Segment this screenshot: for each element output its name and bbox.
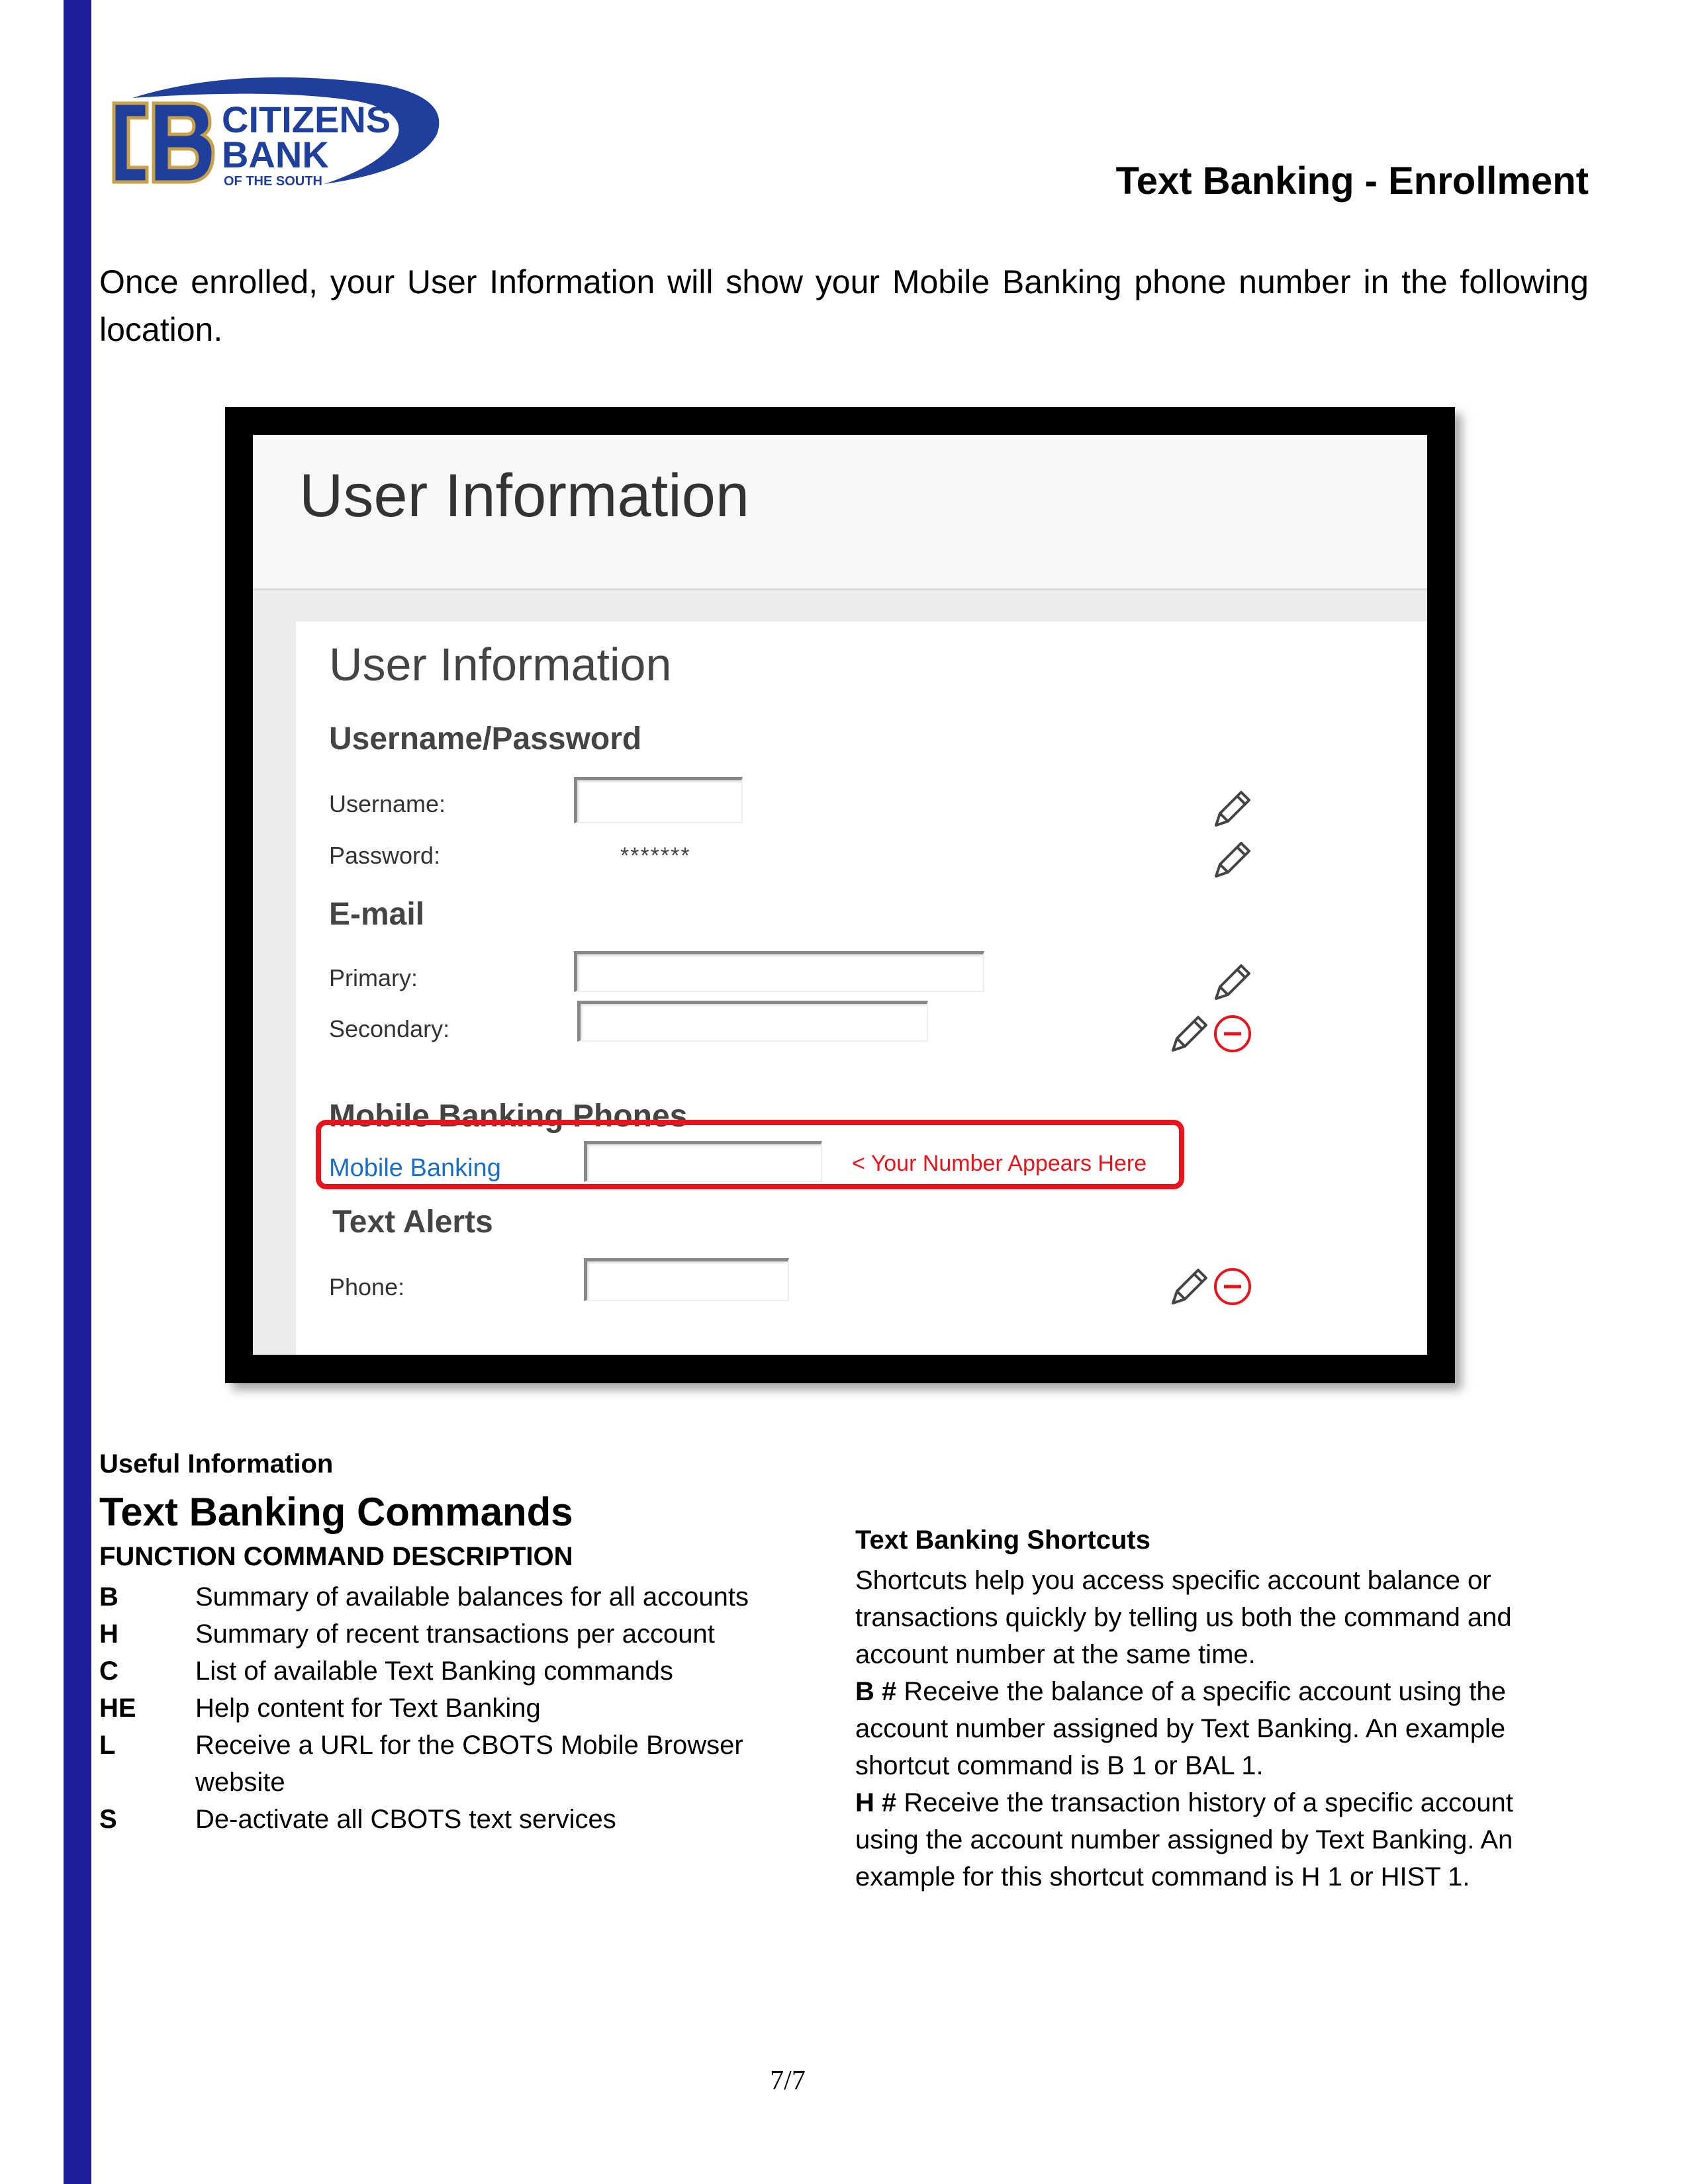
remove-text-alerts-phone-minus-circle-icon[interactable] <box>1209 1263 1256 1310</box>
remove-secondary-email-minus-circle-icon[interactable] <box>1209 1011 1256 1057</box>
secondary-email-field[interactable] <box>577 1001 928 1042</box>
command-description: Help content for Text Banking <box>195 1694 541 1723</box>
commands-column-headers: FUNCTION COMMAND DESCRIPTION <box>99 1542 573 1571</box>
mobile-banking-highlight-box <box>316 1120 1184 1189</box>
email-heading: E-mail <box>329 897 425 932</box>
command-description: Receive a URL for the CBOTS Mobile Browser website <box>195 1731 743 1797</box>
shortcut-b-key: B # <box>855 1677 897 1706</box>
primary-email-field[interactable] <box>574 951 984 992</box>
screen-page-title: User Information <box>299 462 750 529</box>
command-key: C <box>99 1657 118 1686</box>
username-label: Username: <box>329 790 446 817</box>
user-information-panel <box>296 621 1427 1355</box>
shortcut-b-text: Receive the balance of a specific account using the account number assigned by Text Banking. An example shortcut command is B 1 or BAL 1. <box>855 1677 1506 1780</box>
text-banking-shortcuts-title: Text Banking Shortcuts <box>855 1525 1150 1555</box>
text-banking-commands-title: Text Banking Commands <box>99 1490 573 1534</box>
command-key: L <box>99 1731 116 1760</box>
shortcut-b <box>855 1673 1570 1784</box>
edit-username-pencil-icon[interactable] <box>1209 786 1256 832</box>
username-field[interactable] <box>574 777 743 823</box>
screenshot-frame <box>225 407 1455 1383</box>
logo-line2: BANK <box>222 134 329 175</box>
command-description: List of available Text Banking commands <box>195 1657 673 1686</box>
command-key: H <box>99 1619 118 1649</box>
logo-line1: CITIZENS <box>222 99 391 140</box>
edit-primary-email-pencil-icon[interactable] <box>1209 959 1256 1005</box>
document-title: Text Banking - Enrollment <box>1115 159 1589 203</box>
shortcut-h-text: Receive the transaction history of a specific account using the account number assigned by Text Banking. An example for this shortcut command is H 1 or HIST 1. <box>855 1788 1513 1891</box>
text-alerts-phone-field[interactable] <box>584 1258 789 1301</box>
page-left-bar <box>64 0 91 2184</box>
shortcut-h-key: H # <box>855 1788 897 1817</box>
shortcuts-intro: Shortcuts help you access specific account balance or transactions quickly by telling us both the command and account number at the same time. <box>855 1566 1512 1669</box>
panel-title: User Information <box>329 639 672 690</box>
page-number: 7/7 <box>770 2066 806 2096</box>
password-value: ******* <box>620 843 691 868</box>
user-information-screen <box>253 435 1427 1355</box>
shortcut-h <box>855 1784 1570 1895</box>
text-alerts-heading: Text Alerts <box>332 1205 493 1240</box>
text-alerts-phone-label: Phone: <box>329 1273 405 1300</box>
command-description: Summary of available balances for all accounts <box>195 1582 749 1612</box>
intro-paragraph: Once enrolled, your User Information will show your Mobile Banking phone number in the following location. <box>99 263 1589 348</box>
edit-password-pencil-icon[interactable] <box>1209 837 1256 883</box>
username-password-heading: Username/Password <box>329 721 642 756</box>
logo-line3: OF THE SOUTH <box>224 174 322 189</box>
mobile-banking-phones-heading: Mobile Banking Phones <box>329 1099 688 1134</box>
command-description: Summary of recent transactions per account <box>195 1619 715 1649</box>
command-key: B <box>99 1582 118 1612</box>
citizens-bank-logo <box>106 71 450 194</box>
edit-secondary-email-pencil-icon[interactable] <box>1166 1011 1213 1057</box>
primary-email-label: Primary: <box>329 964 418 991</box>
useful-information-heading: Useful Information <box>99 1449 334 1479</box>
screen-header <box>253 435 1427 590</box>
edit-text-alerts-phone-pencil-icon[interactable] <box>1166 1263 1213 1310</box>
command-description: De-activate all CBOTS text services <box>195 1805 616 1834</box>
shortcuts-body <box>855 1562 1570 1895</box>
number-appears-note: < Your Number Appears Here <box>852 1151 1147 1176</box>
command-key: HE <box>99 1694 136 1723</box>
command-key: S <box>99 1805 117 1834</box>
mobile-banking-link[interactable]: Mobile Banking <box>329 1154 501 1182</box>
secondary-email-label: Secondary: <box>329 1015 450 1042</box>
password-label: Password: <box>329 842 441 869</box>
